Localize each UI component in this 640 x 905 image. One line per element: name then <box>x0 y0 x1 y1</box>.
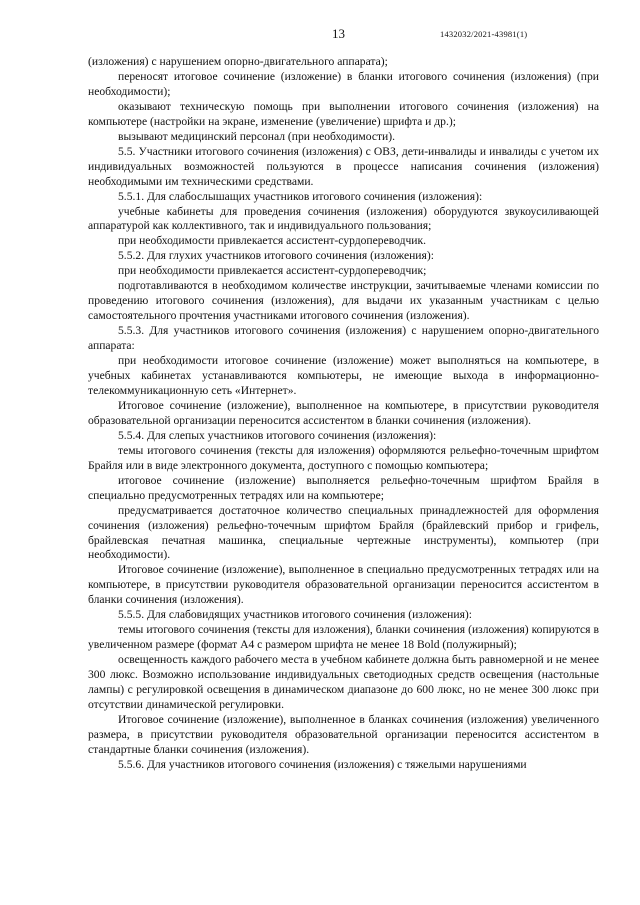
paragraph: при необходимости привлекается ассистент-сурдопереводчик; <box>118 264 427 278</box>
paragraph: Итоговое сочинение (изложение), выполненное в бланках сочинения (изложения) увеличенного размера, в присутствии руководителя образовательной организации переносится ассистентом в стандартные бланки сочинения (изложения). <box>88 712 599 756</box>
paragraph: оказывают техническую помощь при выполнении итогового сочинения (изложения) на компьютере (настройки на экране, изменение (увеличение) шрифта и др.); <box>88 99 599 128</box>
paragraph: предусматривается достаточное количество специальных принадлежностей для оформления сочинения (изложения) рельефно-точечным шрифтом Брайля (брайлевский прибор и грифель, брайлевская печатная машинка, специальные чертежные инструменты), компьютер (при необходимости). <box>88 503 599 562</box>
paragraph: 5.5.5. Для слабовидящих участников итогового сочинения (изложения): <box>118 608 472 622</box>
paragraph: темы итогового сочинения (тексты для изложения), бланки сочинения (изложения) копируются в увеличенном размере (формат А4 с размером шрифта не менее 18 Bold (полужирный); <box>88 623 599 652</box>
paragraph: темы итогового сочинения (тексты для изложения) оформляются рельефно-точечным шрифтом Брайля или в виде электронного документа, доступного с помощью компьютера; <box>88 443 599 472</box>
paragraph: 5.5.3. Для участников итогового сочинения (изложения) с нарушением опорно-двигательного аппарата: <box>88 324 599 353</box>
document-body <box>88 55 599 773</box>
document-id: 1432032/2021-43981(1) <box>440 29 528 39</box>
paragraph: 5.5.1. Для слабослышащих участников итогового сочинения (изложения): <box>118 189 483 203</box>
paragraph: итоговое сочинение (изложение) выполняется рельефно-точечным шрифтом Брайля в специально предусмотренных тетрадях или на компьютере; <box>88 473 599 502</box>
paragraph: вызывают медицинский персонал (при необходимости). <box>118 129 396 143</box>
paragraph: 5.5. Участники итогового сочинения (изложения) с ОВЗ, дети-инвалиды и инвалиды с учетом их индивидуальных возможностей пользуются в процессе написания сочинения (изложения) необходимыми им техническими средствами. <box>88 144 599 188</box>
paragraph: освещенность каждого рабочего места в учебном кабинете должна быть равномерной и не менее 300 люкс. Возможно использование индивидуальных светодиодных средств освещения (настольные лампы) с регулировкой освещения в динамическом диапазоне до 600 люкс, но не менее 300 люкс при отсутствии динамической регулировки. <box>88 653 599 711</box>
paragraph: 5.5.6. Для участников итогового сочинения (изложения) с тяжелыми нарушениями <box>118 757 527 771</box>
paragraph: Итоговое сочинение (изложение), выполненное в специально предусмотренных тетрадях или на компьютере, в присутствии руководителя образовательной организации переносится ассистентом в бланки сочинения (изложения). <box>88 563 599 607</box>
paragraph: Итоговое сочинение (изложение), выполненное на компьютере, в присутствии руководителя образовательной организации переносится ассистентом в бланки сочинения (изложения). <box>88 398 599 427</box>
paragraph: 5.5.4. Для слепых участников итогового сочинения (изложения): <box>118 428 437 442</box>
paragraph: при необходимости привлекается ассистент-сурдопереводчик. <box>118 234 427 248</box>
paragraph: (изложения) с нарушением опорно-двигательного аппарата); <box>88 55 388 68</box>
paragraph: учебные кабинеты для проведения сочинения (изложения) оборудуются звукоусиливающей аппаратурой как коллективного, так и индивидуального пользования; <box>88 204 599 233</box>
paragraph: при необходимости итоговое сочинение (изложение) может выполняться на компьютере, в учебных кабинетах устанавливаются компьютеры, не имеющие выхода в информационно-телекоммуникационную сеть «Интернет». <box>88 354 599 397</box>
paragraph: подготавливаются в необходимом количестве инструкции, зачитываемые членами комиссии по проведению итогового сочинения (изложения), для выдачи их указанным участникам с целью самостоятельного прочтения участниками итогового сочинения (изложения). <box>88 279 599 323</box>
paragraph: переносят итоговое сочинение (изложение) в бланки итогового сочинения (изложения) (при необходимости); <box>88 69 599 98</box>
paragraph: 5.5.2. Для глухих участников итогового сочинения (изложения): <box>118 249 434 263</box>
page-number: 13 <box>332 26 345 41</box>
